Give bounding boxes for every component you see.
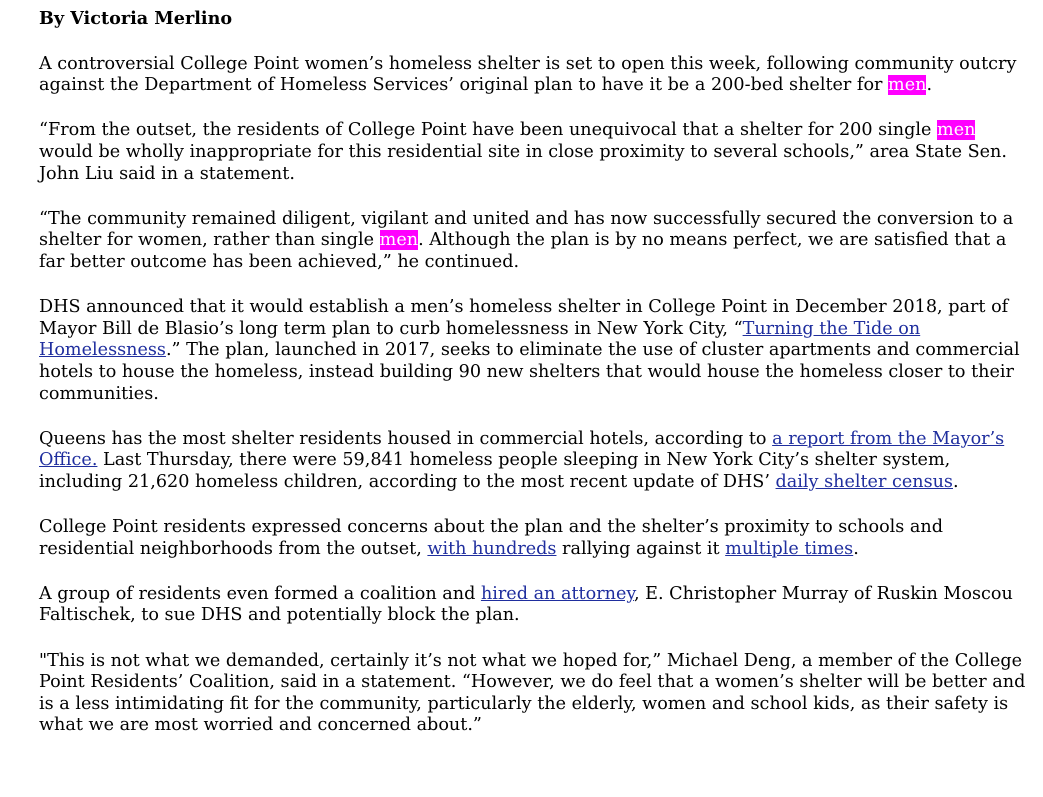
paragraph-3 xyxy=(39,209,1029,274)
paragraph-6 xyxy=(39,517,1029,560)
highlighted-term: men xyxy=(888,75,927,96)
paragraph-text: . xyxy=(926,75,933,96)
link-with-hundreds[interactable]: with hundreds xyxy=(427,538,557,559)
paragraph-text: Last Thursday, there were 59,841 homeless people sleeping in New York City’s shelter system, including 21,620 homeless children, according to the most recent update of DHS’ xyxy=(39,450,951,492)
paragraph-text: , E. Christopher Murray of Ruskin Moscou Faltischek, to sue DHS and potentially block the plan. xyxy=(39,583,1013,626)
paragraph-text: . Although the plan is by no means perfect, we are satisfied that a far better outcome has been achieved,” he continued. xyxy=(39,230,1007,272)
paragraph-text: Queens has the most shelter residents housed in commercial hotels, according to xyxy=(39,428,773,449)
paragraph-text: would be wholly inappropriate for this residential site in close proximity to several schools,” area State Sen. John Liu said in a statement. xyxy=(39,141,1007,184)
link-multiple-times[interactable]: multiple times xyxy=(725,538,854,559)
paragraph-4 xyxy=(39,297,1029,405)
highlighted-term: men xyxy=(937,120,976,141)
paragraph-text: “From the outset, the residents of College Point have been unequivocal that a shelter for 200 single xyxy=(39,120,938,141)
paragraph-text: rallying against it xyxy=(556,538,726,559)
paragraph-1 xyxy=(39,54,1029,97)
paragraph-8 xyxy=(39,651,1029,737)
paragraph-7 xyxy=(39,584,1029,627)
paragraph-text: A group of residents even formed a coalition and xyxy=(39,583,481,604)
article-body xyxy=(39,8,1029,761)
paragraph-text: DHS announced that it would establish a men’s homeless shelter in College Point in December 2018, part of Mayor Bill de Blasio’s long term plan to curb homelessness in New York City, “ xyxy=(39,297,1009,339)
highlighted-term: men xyxy=(379,230,419,251)
paragraph-text: "This is not what we demanded, certainly it’s not what we hoped for,” Michael Deng, a member of the College Point Residents’ Coalition, said in a statement. “However, we do feel that a women’s shelter will be better and is a less intimidating fit for the community, particularly the elderly, women and school kids, as their safety is what we are most worried and concerned about.” xyxy=(39,650,1026,736)
paragraph-5 xyxy=(39,429,1029,494)
paragraph-text: . xyxy=(853,538,859,559)
paragraph-text: “The community remained diligent, vigilant and united and has now successfully secured the conversion to a shelter for women, rather than single xyxy=(39,208,1014,251)
paragraph-2 xyxy=(39,120,1029,185)
paragraph-text: A controversial College Point women’s homeless shelter is set to open this week, following community outcry against the Department of Homeless Services’ original plan to have it be a 200-bed shelter for xyxy=(39,53,1017,96)
paragraph-text: .” The plan, launched in 2017, seeks to eliminate the use of cluster apartments and commercial hotels to house the homeless, instead building 90 new shelters that would house the homeless closer to their communities. xyxy=(39,340,1020,404)
link-hired-an-attorney[interactable]: hired an attorney xyxy=(480,583,634,604)
paragraph-text: College Point residents expressed concerns about the plan and the shelter’s proximity to schools and residential neighborhoods from the outset, xyxy=(39,517,943,559)
link-turning-the-tide[interactable]: Turning the Tide on Homelessness xyxy=(39,318,921,361)
byline: By Victoria Merlino xyxy=(39,8,233,29)
link-daily-shelter-census[interactable]: daily shelter census xyxy=(775,471,953,492)
link-mayors-office-report[interactable]: a report from the Mayor’s Office. xyxy=(39,428,1005,471)
paragraph-text: . xyxy=(952,471,959,492)
